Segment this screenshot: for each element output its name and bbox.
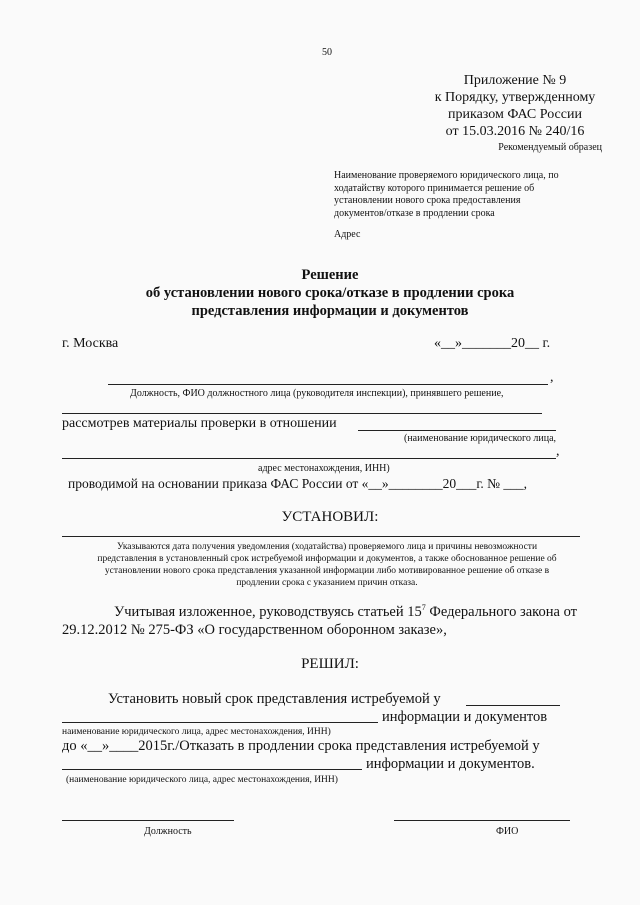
decided-heading: РЕШИЛ: [301, 656, 359, 672]
established-note-line: Указываются дата получения уведомления (ходатайства) проверяемого лица и причины невозможности [116, 542, 538, 552]
title-line-3: представления информации и документов [191, 303, 469, 319]
decision-line-4: информации и документов. [366, 756, 535, 772]
document-date: «__»_______20__ г. [434, 336, 551, 351]
entity-caption-1: (наименование юридического лица, [404, 433, 557, 444]
appendix-line-2: к Порядку, утвержденному [434, 90, 596, 105]
entity-continuation-line [62, 458, 556, 459]
considering-part-1: Учитывая изложенное, руководствуясь статьей 15 [114, 603, 422, 620]
address-label: Адрес [334, 229, 361, 240]
decision-caption-1: наименование юридического лица, адрес местонахождения, ИНН) [62, 727, 331, 737]
title-line-2: об установлении нового срока/отказе в продлении срока [145, 285, 515, 301]
place: г. Москва [62, 336, 119, 351]
page-number: 50 [322, 47, 332, 58]
article-superscript: 7 [421, 603, 426, 612]
decision-line-3: до «__»____2015г./Отказать в продлении срока представления истребуемой у [62, 738, 540, 754]
established-note-line: представления в установленный срок истребуемой информации и документов, а также обоснованное решение об [97, 554, 557, 564]
position-label: Должность [144, 826, 192, 837]
addressee-line: документов/отказе в продлении срока [334, 207, 495, 219]
official-continuation-line [62, 413, 542, 414]
addressee-line: Наименование проверяемого юридического лица, по [334, 170, 559, 181]
addressee-line: ходатайству которого принимается решение об [334, 182, 535, 194]
appendix-block [410, 72, 620, 140]
established-note-line: установлении нового срока представления указанной информации либо мотивированное решение об отказе в [104, 566, 550, 576]
decision-line-2: информации и документов [382, 709, 548, 725]
official-caption: Должность, ФИО должностного лица (руководителя инспекции), принявшего решение, [130, 388, 504, 399]
name-label: ФИО [496, 826, 519, 837]
document-title [80, 266, 580, 320]
established-field-line [62, 536, 580, 537]
entity-caption-2: адрес местонахождения, ИНН) [258, 463, 390, 474]
considering-line-2: 29.12.2012 № 275-ФЗ «О государственном оборонном заказе», [62, 622, 447, 638]
addressee-block [334, 170, 559, 220]
decision-entity-line-1b [62, 722, 378, 723]
official-comma: , [550, 370, 554, 385]
title-line-1: Решение [301, 267, 359, 283]
appendix-line-1: Приложение № 9 [463, 73, 567, 88]
established-note [62, 541, 592, 589]
established-note-line: продлении срока с указанием причин отказа. [236, 578, 418, 588]
established-heading: УСТАНОВИЛ: [281, 509, 379, 525]
official-field-line [108, 384, 548, 385]
review-text: рассмотрев материалы проверки в отношении [62, 416, 337, 431]
decision-caption-2: (наименование юридического лица, адрес местонахождения, ИНН) [66, 775, 338, 785]
decision-line-1: Установить новый срок представления истребуемой у [108, 691, 441, 707]
basis-text: проводимой на основании приказа ФАС России от «__»________20___г. № ___, [68, 476, 528, 491]
decision-entity-line-1a [466, 705, 560, 706]
position-signature-line [62, 820, 234, 821]
appendix-line-4: от 15.03.2016 № 240/16 [445, 124, 585, 139]
recommended-sample: Рекомендуемый образец [498, 142, 602, 153]
decision-entity-line-2 [62, 769, 362, 770]
entity-field-line [358, 430, 556, 431]
entity-comma: , [556, 444, 560, 459]
considering-part-2: Федерального закона от [425, 603, 577, 620]
appendix-line-3: приказом ФАС России [448, 107, 582, 122]
considering-line-1 [114, 603, 577, 621]
name-signature-line [394, 820, 570, 821]
addressee-line: установлении нового срока предоставления [334, 195, 521, 206]
